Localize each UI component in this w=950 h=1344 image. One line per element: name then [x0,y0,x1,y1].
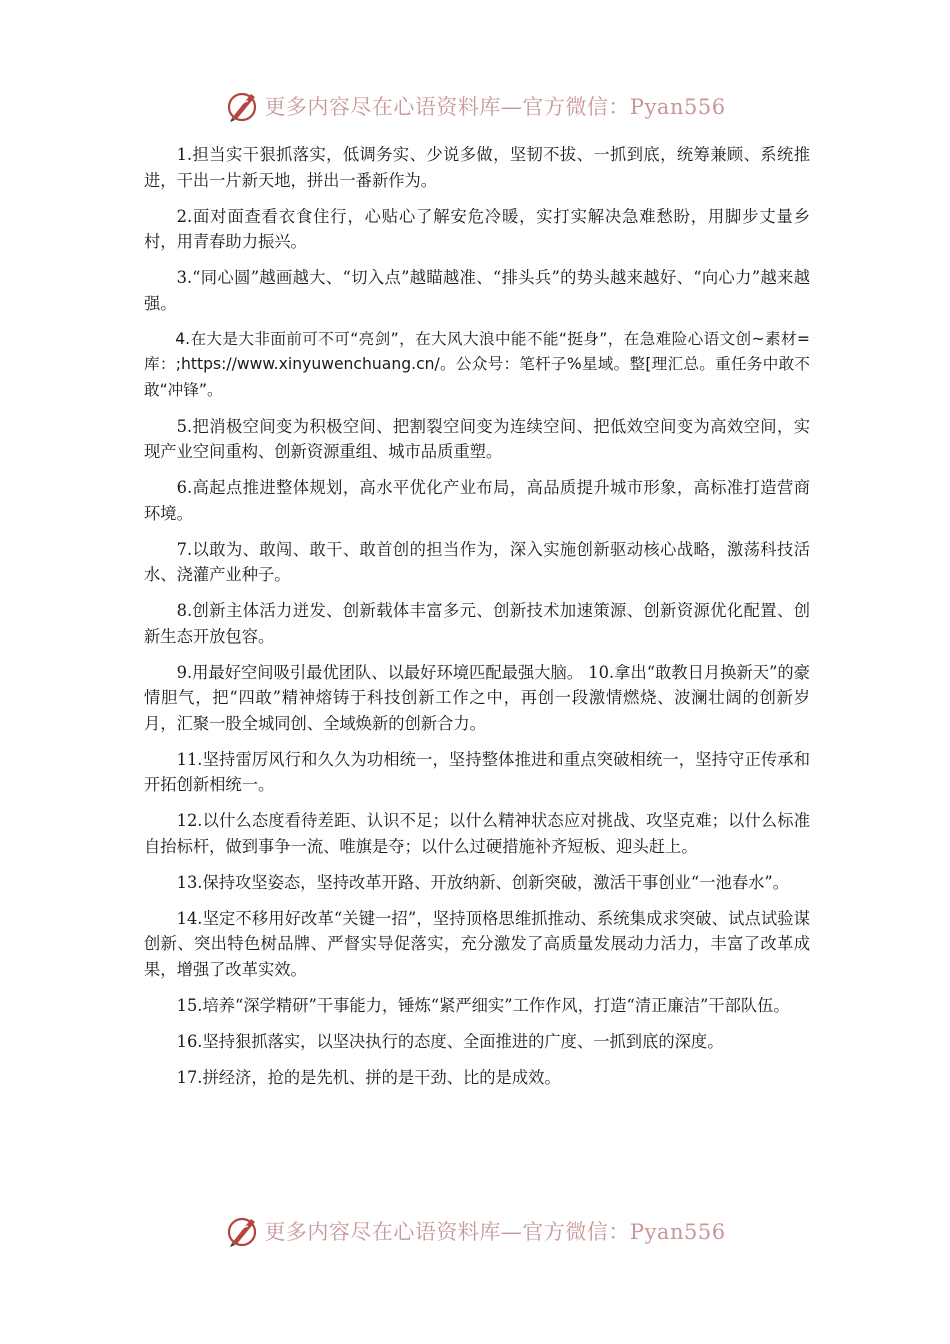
header-banner-text: 更多内容尽在心语资料库—官方微信：Pyan556 [264,95,726,119]
paragraph-4: 4.在大是大非面前可不可“亮剑”，在大风大浪中能不能“挺身”，在急难险心语文创~素材=库：;https://www.xinyuwenchuang.cn/。公众号：笔杆子%星域。整[理汇总。重任务中敢不敢“冲锋”。 [144,329,810,399]
footer-banner-text: 更多内容尽在心语资料库—官方微信：Pyan556 [264,1220,726,1244]
paragraph-16: 16.坚持狠抓落实，以坚决执行的态度、全面推进的广度、一抓到底的深度。 [176,1031,724,1051]
paragraph-2: 2.面对面查看衣食住行，心贴心了解安危冷暖，实打实解决急难愁盼，用脚步丈量乡村，用青春助力振兴。 [144,206,810,251]
paragraph-14: 14.坚定不移用好改革“关键一招”，坚持顶格思维抓推动、系统集成求突破、试点试验谋创新、突出特色树品牌、严督实导促落实，充分激发了高质量发展动力活力，丰富了改革成果，增强了改革实效。 [144,908,810,979]
paragraph-13: 13.保持攻坚姿态，坚持改革开路、开放纳新、创新突破，激活干事创业“一池春水”。 [176,872,789,892]
pen-logo-icon [224,1213,260,1249]
paragraph-11: 11.坚持雷厉风行和久久为功相统一，坚持整体推进和重点突破相统一，坚持守正传承和开拓创新相统一。 [144,749,810,794]
paragraph-5: 5.把消极空间变为积极空间、把割裂空间变为连续空间、把低效空间变为高效空间，实现产业空间重构、创新资源重组、城市品质重塑。 [144,416,810,461]
paragraph-8: 8.创新主体活力迸发、创新载体丰富多元、创新技术加速策源、创新资源优化配置、创新生态开放包容。 [144,601,810,646]
paragraph-9: 9.用最好空间吸引最优团队、以最好环境匹配最强大脑。 10.拿出“敢教日月换新天”的豪情胆气，把“四敢”精神熔铸于科技创新工作之中，再创一段激情燃烧、波澜壮阔的创新岁月，汇聚一股全城同创、全域焕新的创新合力。 [144,662,810,733]
paragraph-15: 15.培养“深学精研”干事能力，锤炼“紧严细实”工作作风，打造“清正廉洁”干部队伍。 [176,995,790,1015]
header-banner [0,86,950,126]
paragraph-6: 6.高起点推进整体规划，高水平优化产业布局，高品质提升城市形象，高标准打造营商环境。 [144,478,810,523]
paragraph-1: 1.担当实干狠抓落实，低调务实、少说多做，坚韧不拔、一抓到底，统筹兼顾、系统推进，干出一片新天地，拼出一番新作为。 [144,145,810,190]
paragraph-3: 3.“同心圆”越画越大、“切入点”越瞄越准、“排头兵”的势头越来越好、“向心力”越来越强。 [144,268,810,313]
paragraph-17: 17.拼经济，抢的是先机、拼的是干劲、比的是成效。 [176,1067,561,1087]
paragraph-12: 12.以什么态度看待差距、认识不足；以什么精神状态应对挑战、攻坚克难；以什么标准自抬标杆，做到事争一流、唯旗是夺；以什么过硬措施补齐短板、迎头赶上。 [144,811,810,856]
footer-banner [0,1211,950,1251]
paragraph-7: 7.以敢为、敢闯、敢干、敢首创的担当作为，深入实施创新驱动核心战略，激荡科技活水、浇灌产业种子。 [144,539,810,584]
pen-logo-icon [224,88,260,124]
document-body [144,142,810,1101]
